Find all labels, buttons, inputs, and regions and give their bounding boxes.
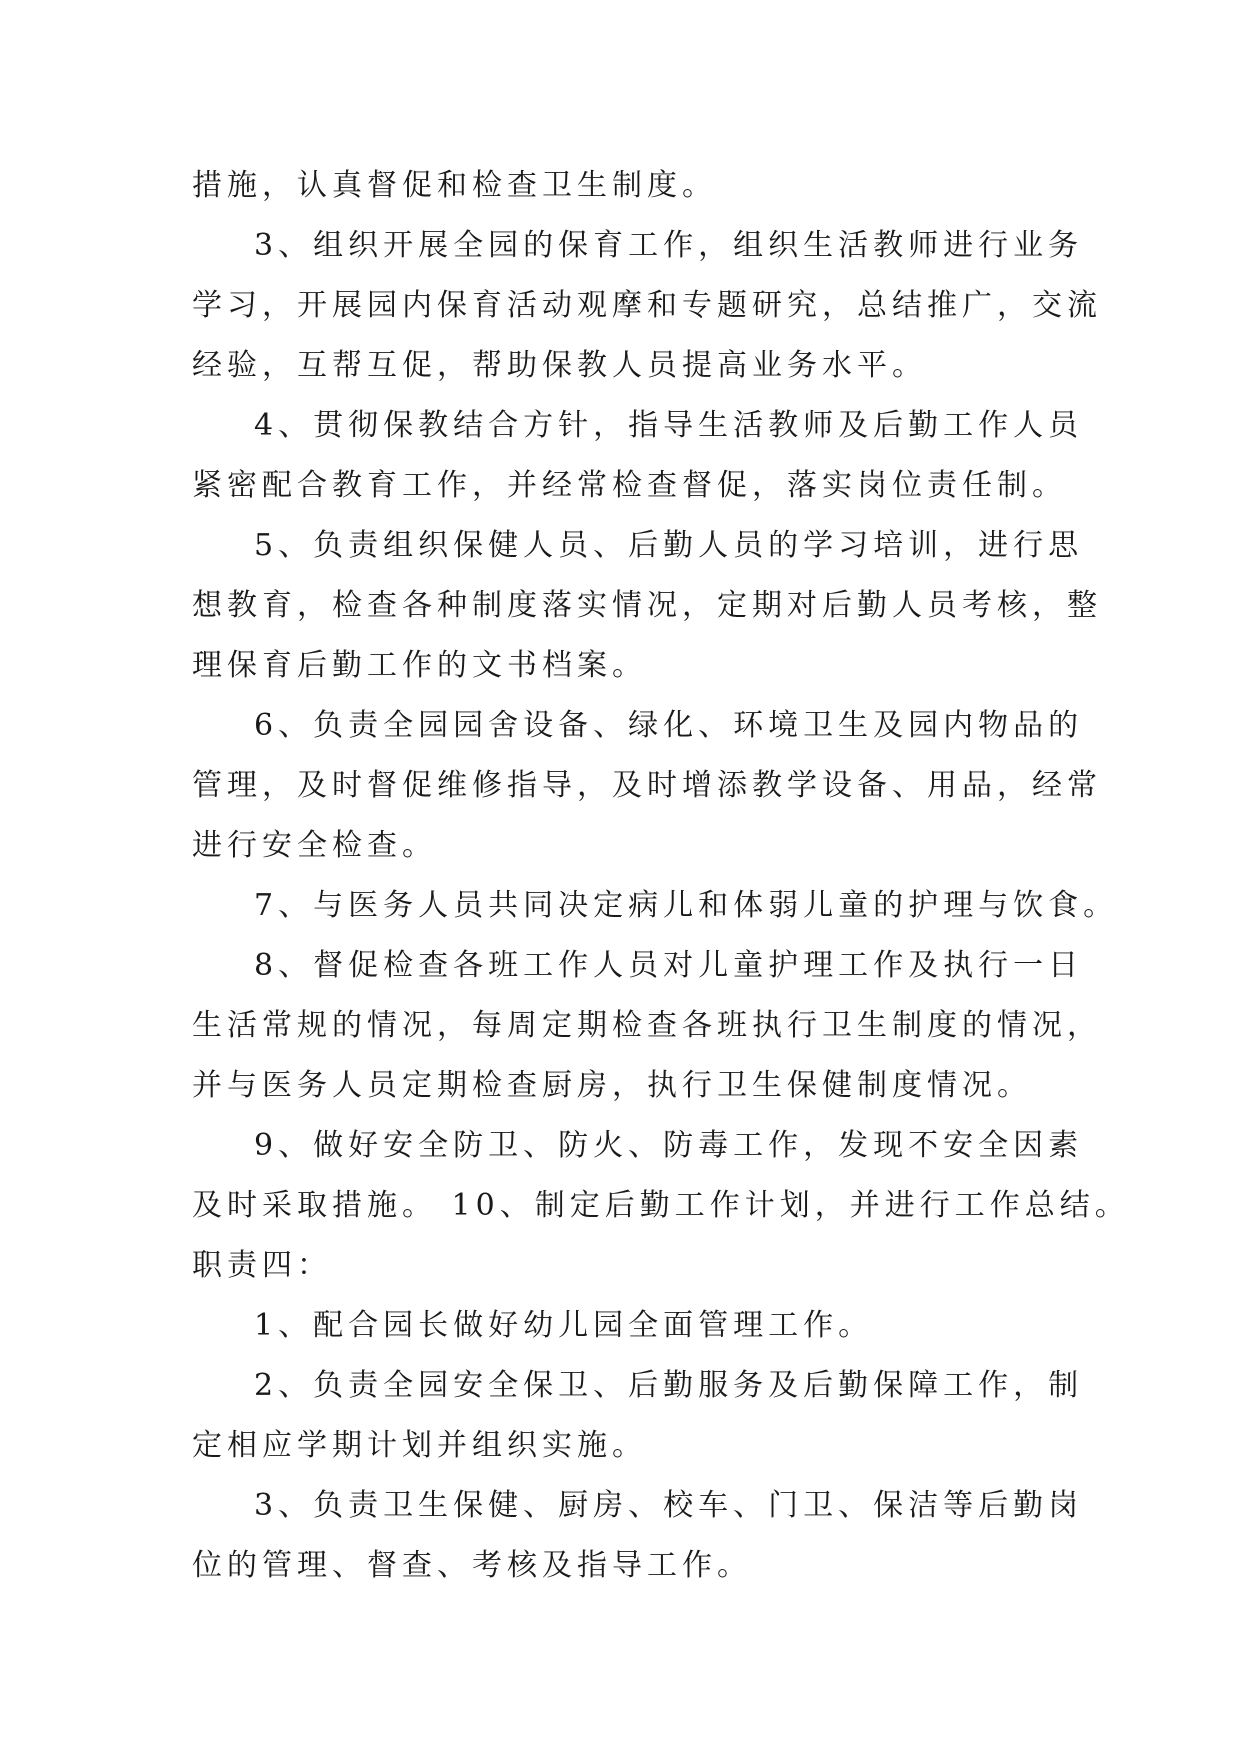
text-line: 1、配合园长做好幼儿园全面管理工作。 [254, 1308, 874, 1343]
text-line: 想教育，检查各种制度落实情况，定期对后勤人员考核，整 [192, 588, 1102, 623]
text-line: 生活常规的情况，每周定期检查各班执行卫生制度的情况， [192, 1008, 1102, 1043]
text-line: 位的管理、督查、考核及指导工作。 [192, 1548, 752, 1583]
text-line: 9、做好安全防卫、防火、防毒工作，发现不安全因素 [254, 1128, 1084, 1163]
text-line: 定相应学期计划并组织实施。 [192, 1428, 647, 1463]
text-line: 学习，开展园内保育活动观摩和专题研究，总结推广，交流 [192, 288, 1102, 323]
text-line: 4、贯彻保教结合方针，指导生活教师及后勤工作人员 [254, 408, 1084, 443]
text-line: 8、督促检查各班工作人员对儿童护理工作及执行一日 [254, 948, 1084, 983]
text-line: 7、与医务人员共同决定病儿和体弱儿童的护理与饮食。 [254, 888, 1119, 923]
text-line: 进行安全检查。 [192, 828, 437, 863]
text-line: 5、负责组织保健人员、后勤人员的学习培训，进行思 [254, 528, 1084, 563]
text-line: 3、负责卫生保健、厨房、校车、门卫、保洁等后勤岗 [254, 1488, 1084, 1523]
document-body [192, 156, 1130, 1596]
text-line: 管理，及时督促维修指导，及时增添教学设备、用品，经常 [192, 768, 1102, 803]
text-line: 措施，认真督促和检查卫生制度。 [192, 168, 717, 203]
text-line: 理保育后勤工作的文书档案。 [192, 648, 647, 683]
text-line: 6、负责全园园舍设备、绿化、环境卫生及园内物品的 [254, 708, 1084, 743]
text-line: 及时采取措施。 10、制定后勤工作计划，并进行工作总结。 [192, 1188, 1130, 1223]
text-line: 3、组织开展全园的保育工作，组织生活教师进行业务 [254, 228, 1084, 263]
text-line: 2、负责全园安全保卫、后勤服务及后勤保障工作，制 [254, 1368, 1084, 1403]
section-heading: 职责四： [192, 1248, 332, 1283]
text-line: 经验，互帮互促，帮助保教人员提高业务水平。 [192, 348, 927, 383]
text-line: 紧密配合教育工作，并经常检查督促，落实岗位责任制。 [192, 468, 1067, 503]
text-line: 并与医务人员定期检查厨房，执行卫生保健制度情况。 [192, 1068, 1032, 1103]
